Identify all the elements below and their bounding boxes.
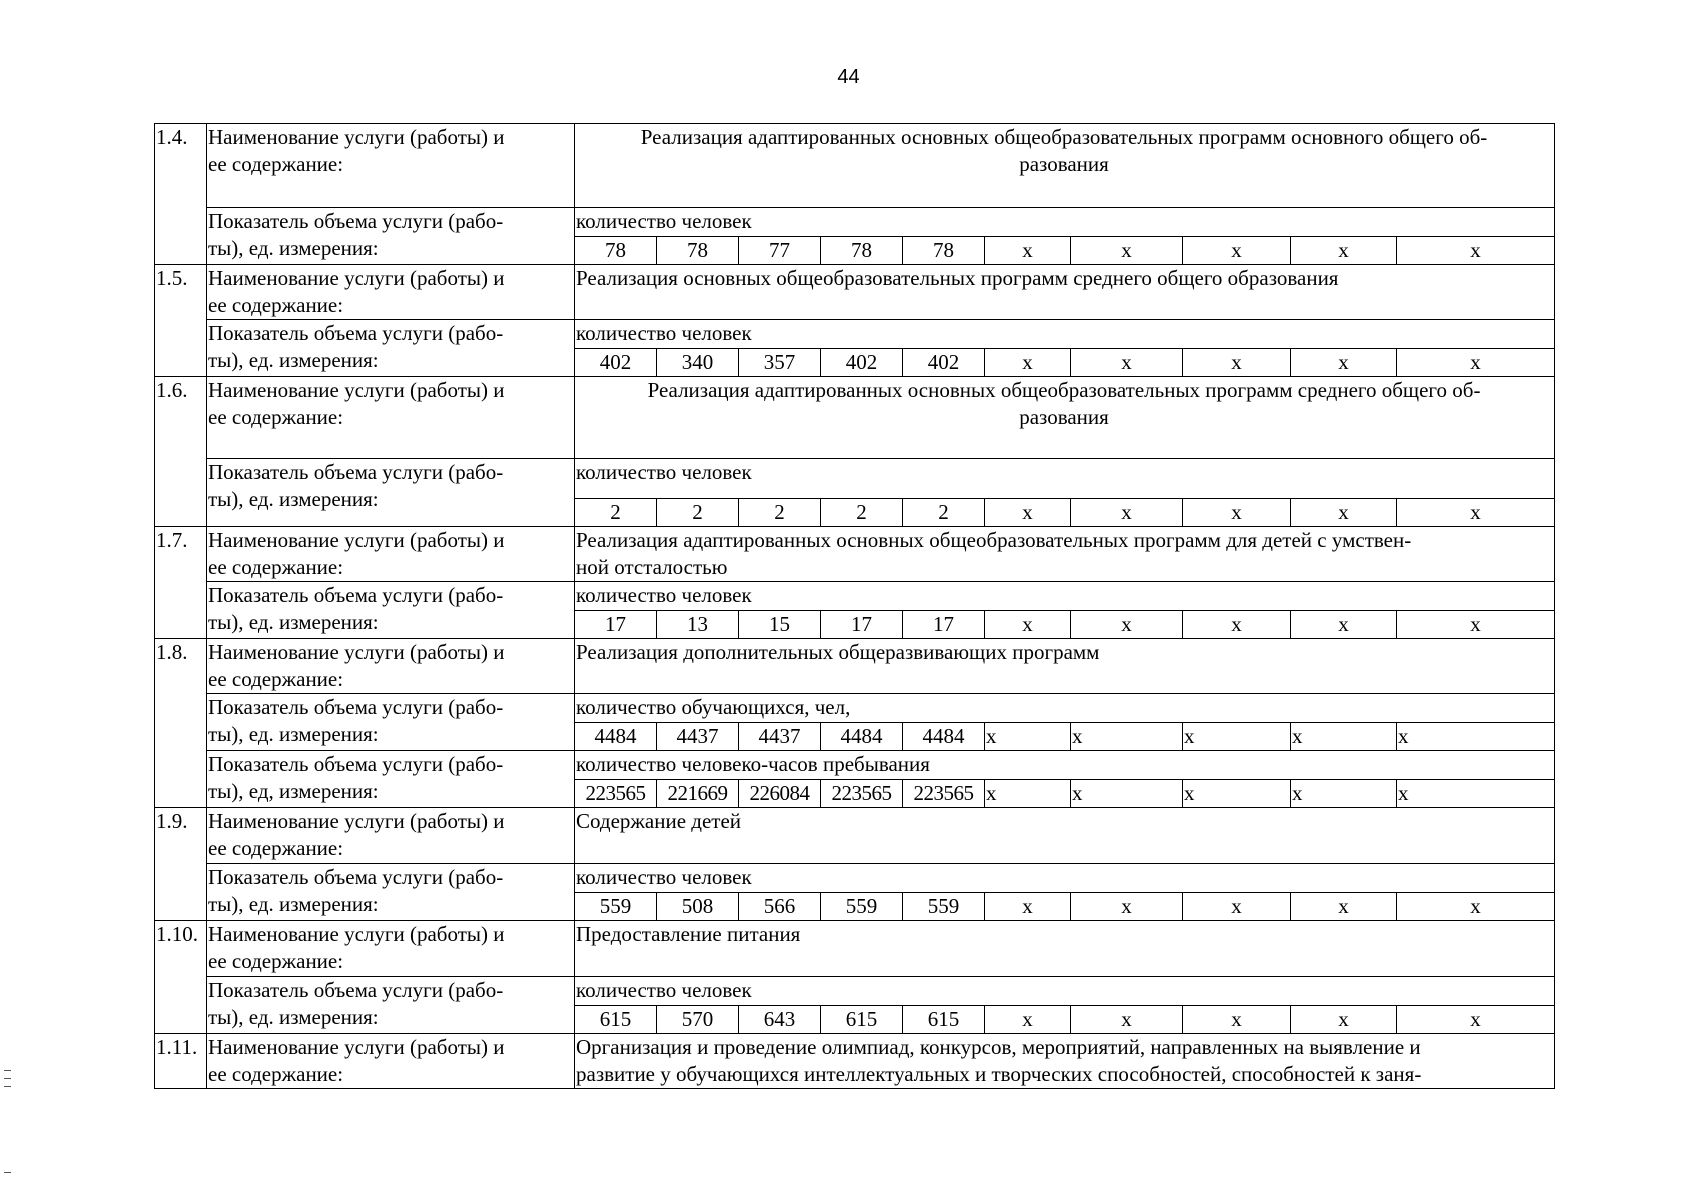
text-line: ее содержание: (208, 949, 344, 973)
value-cell: 402 (821, 349, 903, 377)
indicator-unit-row (155, 977, 1555, 1006)
value-cell: 17 (821, 611, 903, 639)
text-line: Предоставление питания (576, 922, 801, 946)
service-name-value (575, 1034, 1555, 1089)
value-cell: x (1071, 893, 1183, 921)
value-cell: x (1397, 499, 1555, 527)
section-number: 1.4. (155, 124, 207, 265)
value-cell: x (985, 499, 1071, 527)
section-name-row (155, 527, 1555, 582)
page-number: 44 (837, 66, 860, 88)
text-line: ты), ед. измерения: (208, 236, 379, 260)
indicator-unit-row (155, 459, 1555, 499)
indicator-unit-row (155, 582, 1555, 611)
value-cell: 226084 (739, 780, 821, 808)
service-name-label (207, 377, 575, 459)
section-number: 1.8. (155, 639, 207, 808)
value-cell: 2 (657, 499, 739, 527)
value-cell: x (1397, 723, 1555, 751)
service-name-label (207, 265, 575, 320)
value-cell: 615 (575, 1006, 657, 1034)
text-line: Показатель объема услуги (рабо- (208, 695, 504, 719)
value-cell: 559 (821, 893, 903, 921)
text-line: ее содержание: (208, 293, 344, 317)
text-line: Наименование услуги (работы) и (208, 1035, 505, 1059)
value-cell: 357 (739, 349, 821, 377)
value-cell: 223565 (575, 780, 657, 808)
value-cell: x (985, 349, 1071, 377)
service-name-value (575, 377, 1555, 459)
service-name-value (575, 124, 1555, 208)
value-cell: 615 (903, 1006, 985, 1034)
text-line: ее содержание: (208, 1062, 344, 1086)
text-line: Наименование услуги (работы) и (208, 809, 505, 833)
volume-indicator-label (207, 320, 575, 377)
text-line: ее содержание: (208, 667, 344, 691)
text-line: развитие у обучающихся интеллектуальных и творческих способностей, способностей к заня- (576, 1062, 1422, 1086)
service-name-label (207, 1034, 575, 1089)
value-cell: 78 (903, 237, 985, 265)
unit-of-measure: количество человеко-часов пребывания (575, 751, 1555, 780)
section-name-row (155, 377, 1555, 459)
value-cell: x (985, 1006, 1071, 1034)
value-cell: 17 (575, 611, 657, 639)
value-cell: 17 (903, 611, 985, 639)
value-cell: x (985, 723, 1071, 751)
text-line: ты), ед, измерения: (208, 779, 379, 803)
value-cell: 4484 (903, 723, 985, 751)
margin-mark (4, 1086, 11, 1087)
section-name-row (155, 124, 1555, 208)
value-cell: 78 (821, 237, 903, 265)
value-cell: x (1071, 349, 1183, 377)
value-cell: 15 (739, 611, 821, 639)
service-name-label (207, 808, 575, 864)
text-line: Показатель объема услуги (рабо- (208, 865, 504, 889)
section-number: 1.10. (155, 921, 207, 1034)
value-cell: 2 (739, 499, 821, 527)
unit-of-measure: количество человек (575, 864, 1555, 893)
value-cell: x (1397, 237, 1555, 265)
text-line: ной отсталостью (576, 555, 728, 579)
unit-of-measure: количество человек (575, 320, 1555, 349)
value-cell: 2 (575, 499, 657, 527)
text-line: ее содержание: (208, 152, 344, 176)
value-cell: x (1183, 893, 1291, 921)
value-cell: x (1291, 723, 1397, 751)
indicator-unit-row (155, 208, 1555, 237)
text-line: Наименование услуги (работы) и (208, 922, 505, 946)
text-line: Реализация адаптированных основных общеобразовательных программ для детей с умствен- (576, 528, 1412, 552)
unit-of-measure: количество человек (575, 582, 1555, 611)
text-line: Наименование услуги (работы) и (208, 640, 505, 664)
value-cell: x (1071, 780, 1183, 808)
volume-indicator-label (207, 864, 575, 921)
text-line: Показатель объема услуги (рабо- (208, 209, 504, 233)
text-line: Наименование услуги (работы) и (208, 378, 505, 402)
value-cell: x (1071, 1006, 1183, 1034)
value-cell: 570 (657, 1006, 739, 1034)
unit-of-measure: количество человек (575, 208, 1555, 237)
indicator-unit-row (155, 320, 1555, 349)
margin-mark (4, 1070, 11, 1071)
text-line: Реализация адаптированных основных общеобразовательных программ среднего общего об- (647, 378, 1481, 402)
section-name-row (155, 808, 1555, 864)
value-cell: 221669 (657, 780, 739, 808)
text-line: ты), ед. измерения: (208, 722, 379, 746)
service-name-value (575, 808, 1555, 864)
value-cell: x (985, 611, 1071, 639)
unit-of-measure: количество обучающихся, чел, (575, 694, 1555, 723)
text-line: Реализация адаптированных основных общеобразовательных программ основного общего об- (640, 125, 1488, 149)
services-table (154, 123, 1555, 1089)
value-cell: x (1183, 349, 1291, 377)
value-cell: 77 (739, 237, 821, 265)
text-line: ты), ед. измерения: (208, 348, 379, 372)
value-cell: 13 (657, 611, 739, 639)
value-cell: 4484 (575, 723, 657, 751)
text-line: Наименование услуги (работы) и (208, 528, 505, 552)
value-cell: 223565 (821, 780, 903, 808)
text-line: ее содержание: (208, 405, 344, 429)
value-cell: x (1183, 499, 1291, 527)
value-cell: x (1397, 1006, 1555, 1034)
text-line: Показатель объема услуги (рабо- (208, 321, 504, 345)
unit-of-measure: количество человек (575, 977, 1555, 1006)
value-cell: 508 (657, 893, 739, 921)
value-cell: x (1397, 349, 1555, 377)
value-cell: x (1291, 780, 1397, 808)
section-name-row (155, 1034, 1555, 1089)
value-cell: 566 (739, 893, 821, 921)
value-cell: x (1071, 611, 1183, 639)
value-cell: 559 (903, 893, 985, 921)
value-cell: 615 (821, 1006, 903, 1034)
value-cell: x (1071, 723, 1183, 751)
text-line: Показатель объема услуги (рабо- (208, 978, 504, 1002)
value-cell: x (1397, 611, 1555, 639)
section-name-row (155, 921, 1555, 977)
text-line: Показатель объема услуги (рабо- (208, 460, 504, 484)
text-line: разования (1019, 405, 1109, 429)
indicator-unit-row (155, 751, 1555, 780)
value-cell: x (985, 893, 1071, 921)
text-line: Реализация дополнительных общеразвивающих программ (576, 640, 1100, 664)
volume-indicator-label (207, 582, 575, 639)
text-line: Показатель объема услуги (рабо- (208, 752, 504, 776)
value-cell: x (1183, 611, 1291, 639)
text-line: ее содержание: (208, 836, 344, 860)
text-line: разования (1019, 152, 1109, 176)
volume-indicator-label (207, 694, 575, 751)
value-cell: x (985, 780, 1071, 808)
text-line: Показатель объема услуги (рабо- (208, 583, 504, 607)
value-cell: x (1291, 349, 1397, 377)
volume-indicator-label (207, 208, 575, 265)
section-number: 1.6. (155, 377, 207, 527)
value-cell: 402 (575, 349, 657, 377)
section-number: 1.7. (155, 527, 207, 639)
value-cell: 4437 (739, 723, 821, 751)
value-cell: 559 (575, 893, 657, 921)
volume-indicator-label (207, 977, 575, 1034)
service-name-label (207, 527, 575, 582)
service-name-value (575, 265, 1555, 320)
section-number: 1.5. (155, 265, 207, 377)
value-cell: 4484 (821, 723, 903, 751)
value-cell: 78 (575, 237, 657, 265)
service-name-label (207, 921, 575, 977)
text-line: ты), ед. измерения: (208, 610, 379, 634)
value-cell: 4437 (657, 723, 739, 751)
text-line: ее содержание: (208, 555, 344, 579)
value-cell: 402 (903, 349, 985, 377)
text-line: ты), ед. измерения: (208, 487, 379, 511)
value-cell: x (1397, 780, 1555, 808)
margin-mark (4, 1078, 11, 1079)
value-cell: x (1071, 237, 1183, 265)
service-name-value (575, 921, 1555, 977)
value-cell: 2 (821, 499, 903, 527)
text-line: Наименование услуги (работы) и (208, 125, 505, 149)
text-line: Наименование услуги (работы) и (208, 266, 505, 290)
value-cell: x (985, 237, 1071, 265)
value-cell: 78 (657, 237, 739, 265)
value-cell: x (1291, 893, 1397, 921)
margin-mark (4, 1172, 11, 1173)
value-cell: x (1291, 611, 1397, 639)
value-cell: 643 (739, 1006, 821, 1034)
value-cell: x (1291, 1006, 1397, 1034)
unit-of-measure: количество человек (575, 459, 1555, 499)
indicator-unit-row (155, 694, 1555, 723)
value-cell: x (1183, 237, 1291, 265)
section-name-row (155, 265, 1555, 320)
section-number: 1.9. (155, 808, 207, 921)
value-cell: 2 (903, 499, 985, 527)
value-cell: x (1183, 723, 1291, 751)
value-cell: x (1071, 499, 1183, 527)
volume-indicator-label (207, 459, 575, 527)
value-cell: x (1183, 780, 1291, 808)
section-number: 1.11. (155, 1034, 207, 1089)
text-line: Содержание детей (576, 809, 742, 833)
section-name-row (155, 639, 1555, 694)
value-cell: x (1183, 1006, 1291, 1034)
service-name-value (575, 639, 1555, 694)
volume-indicator-label (207, 751, 575, 808)
value-cell: 223565 (903, 780, 985, 808)
value-cell: x (1291, 499, 1397, 527)
text-line: Реализация основных общеобразовательных программ среднего общего образования (576, 266, 1339, 290)
text-line: Организация и проведение олимпиад, конкурсов, мероприятий, направленных на выявление и (576, 1035, 1421, 1059)
text-line: ты), ед. измерения: (208, 892, 379, 916)
service-name-label (207, 124, 575, 208)
service-name-label (207, 639, 575, 694)
value-cell: x (1397, 893, 1555, 921)
value-cell: 340 (657, 349, 739, 377)
indicator-unit-row (155, 864, 1555, 893)
value-cell: x (1291, 237, 1397, 265)
service-name-value (575, 527, 1555, 582)
text-line: ты), ед. измерения: (208, 1005, 379, 1029)
